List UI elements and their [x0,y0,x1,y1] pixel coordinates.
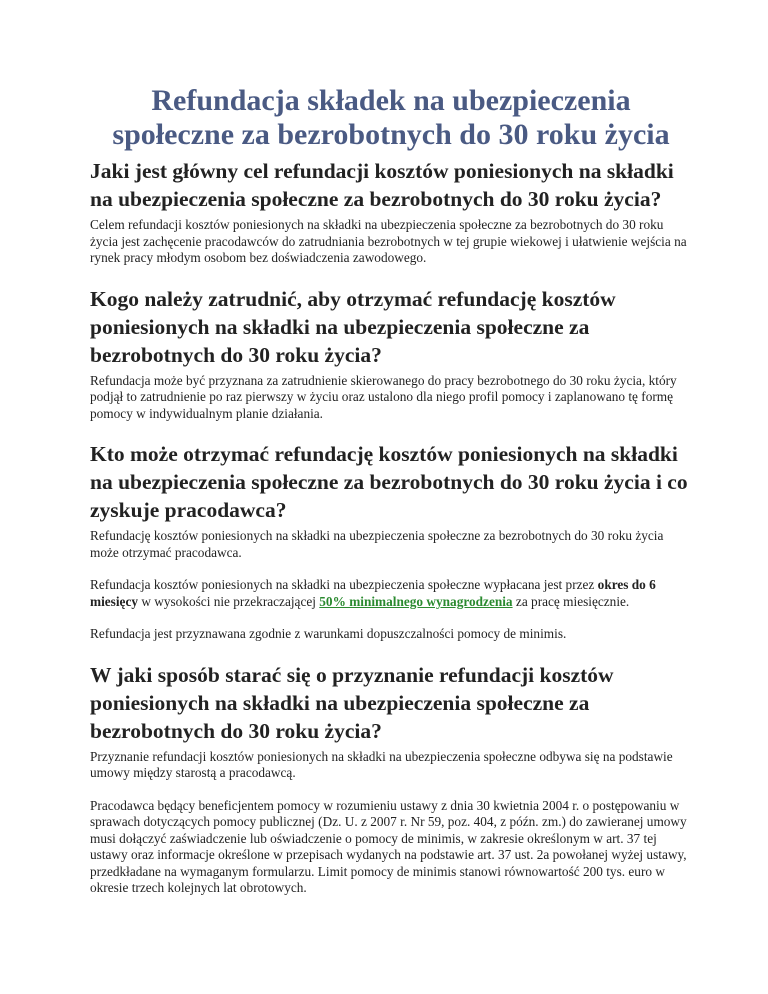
refund-period-text-after: za pracę miesięcznie. [512,593,630,609]
section-paragraph-who-receives: Refundację kosztów poniesionych na składki na ubezpieczenia społeczne za bezrobotnych do 30 roku życia może otrzymać pracodawca. [90,528,664,560]
document-title: Refundacja składek na ubezpieczenia społeczne za bezrobotnych do 30 roku życia [112,84,670,151]
section-heading-who-to-hire: Kogo należy zatrudnić, aby otrzymać refundację kosztów poniesionych na składki na ubezpieczenia społeczne za bezrobotnych do 30 roku życia? [90,286,616,367]
refund-period-text-middle: w wysokości nie przekraczającej [138,593,320,609]
section-paragraph-beneficiary: Pracodawca będący beneficjentem pomocy w rozumieniu ustawy z dnia 30 kwietnia 2004 r. o postępowaniu w sprawach dotyczących pomocy publicznej (Dz. U. z 2007 r. Nr 59, poz. 404, z późn. zm.) do zawieranej umowy musi dołączyć zaświadczenie lub oświadczenie o pomocy de minimis, w zakresie określonym w art. 37 tej ustawy oraz informacje określone w przepisach wydanych na podstawie art. 37 ust. 2a powołanej wyżej ustawy, przedkładane na wymaganym formularzu. Limit pomocy de minimis stanowi równowartość 200 tys. euro w okresie trzech kolejnych lat obrotowych. [90,797,687,895]
refund-period-bold: okres do 6 miesięcy [90,577,656,609]
de-minimis-paragraph: Refundacja jest przyznawana zgodnie z warunkami dopuszczalności pomocy de minimis. [90,626,567,641]
section-heading-goal: Jaki jest główny cel refundacji kosztów poniesionych na składki na ubezpieczenia społeczne za bezrobotnych do 30 roku życia? [90,159,674,211]
section-paragraph-who-to-hire: Refundacja może być przyznana za zatrudnienie skierowanego do pracy bezrobotnego do 30 roku życia, który podjął to zatrudnienie po raz pierwszy w życiu oraz ustalono dla niego profil pomocy i zaplanowano tę formę pomocy w indywidualnym planie działania. [90,372,677,421]
minimum-wage-link[interactable]: 50% minimalnego wynagrodzenia [319,593,513,609]
refund-period-text-before: Refundacja kosztów poniesionych na składki na ubezpieczenia społeczne wypłacana jest przez [90,577,598,592]
section-paragraph-how-to-apply: Przyznanie refundacji kosztów poniesionych na składki na ubezpieczenia społeczne odbywa się na podstawie umowy między starostą a pracodawcą. [90,748,673,780]
section-heading-how-to-apply: W jaki sposób starać się o przyznanie refundacji kosztów poniesionych na składki na ubezpieczenia społeczne za bezrobotnych do 30 roku życia? [90,662,614,743]
refund-period-paragraph [90,577,690,610]
section-heading-who-receives: Kto może otrzymać refundację kosztów poniesionych na składki na ubezpieczenia społeczne za bezrobotnych do 30 roku życia i co zyskuje pracodawca? [90,442,688,522]
section-paragraph-goal: Celem refundacji kosztów poniesionych na składki na ubezpieczenia społeczne za bezrobotnych do 30 roku życia jest zachęcenie pracodawców do zatrudniania bezrobotnych w tej grupie wiekowej i ułatwienie wejścia na rynek pracy młodym osobom bez doświadczenia zawodowego. [90,217,687,265]
